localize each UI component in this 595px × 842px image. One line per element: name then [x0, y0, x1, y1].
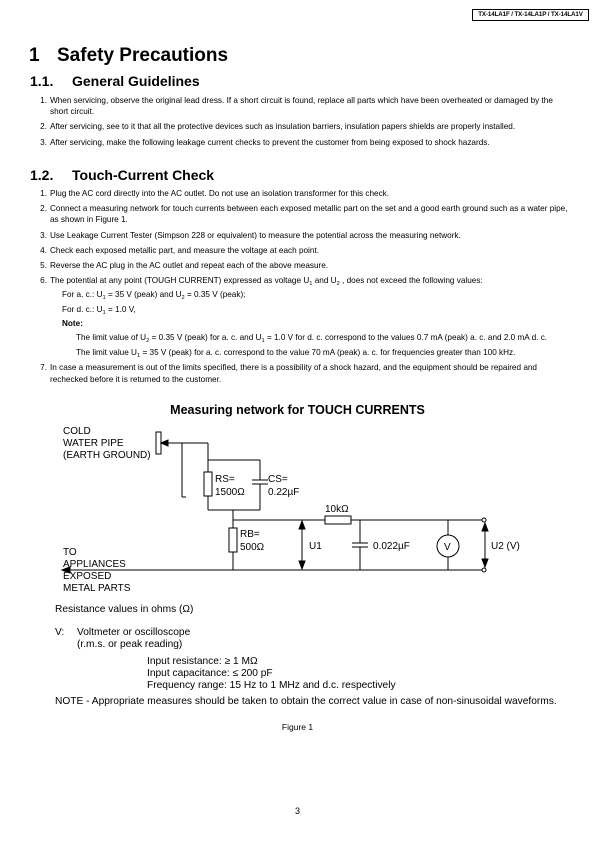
- v-line1: Voltmeter or oscilloscope: [77, 627, 191, 638]
- to-label: METAL PARTS: [63, 583, 131, 594]
- list-item: 6. The potential at any point (TOUGH CURRENT) expressed as voltage $U_1$ and $U_2$ , does not exceed the following values:: [40, 276, 483, 288]
- rs-value: 1500Ω: [215, 487, 245, 498]
- rb-resistor: [229, 528, 237, 552]
- note-paragraph: The limit value $U_1 = 35$ V (peak) for a. c. correspond to the value 70 mA (peak) a. c. for frequencies greater than 100 kHz.: [76, 348, 516, 360]
- touch-number: 1.2.: [30, 167, 54, 183]
- frequency-range: Frequency range: 15 Hz to 1 MHz and d.c. respectively: [147, 680, 396, 691]
- voltmeter-label: V: [444, 542, 451, 553]
- section-number: 1: [29, 45, 40, 66]
- note-label: Note:: [62, 318, 83, 328]
- c2-label: 0.022µF: [373, 541, 410, 552]
- touch-title: Touch-Current Check: [72, 167, 215, 183]
- figure-title: Measuring network for TOUCH CURRENTS: [170, 403, 425, 417]
- section-heading: [29, 45, 228, 67]
- rs-resistor: [204, 472, 212, 496]
- list-item: 7. In case a measurement is out of the limits specified, there is a possibility of a shock hazard, and the equipment should be repaired and rechecked before it is returned to the customer.: [40, 363, 537, 384]
- cold-label: (EARTH GROUND): [63, 450, 151, 461]
- section-title: Safety Precautions: [57, 45, 229, 66]
- list-item: 3. After servicing, make the following leakage current checks to prevent the customer from being exposed to shock hazards.: [40, 137, 490, 147]
- cs-label: CS=: [268, 474, 288, 485]
- to-label: EXPOSED: [63, 571, 112, 582]
- u1-label: U1: [309, 541, 322, 552]
- list-item: 1. When servicing, observe the original lead dress. If a short circuit is found, replace all parts which have been overheated or damaged by the short circuit.: [40, 96, 553, 117]
- general-list: [28, 95, 570, 148]
- list-item: 2. Connect a measuring network for touch currents between each exposed metallic part on the set and a good earth ground such as a water pipe, as shown in Figure 1.: [40, 204, 568, 225]
- general-number: 1.1.: [30, 73, 54, 89]
- resistance-note: Resistance values in ohms (Ω): [55, 604, 194, 615]
- ac-limit: For a. c.: $U_1 = 35$ V (peak) and $U_2 = 0.35$ V (peak);: [62, 290, 246, 302]
- figure-caption: Figure 1: [281, 722, 314, 732]
- r10k-label: 10kΩ: [325, 504, 349, 515]
- rb-label: RB=: [240, 529, 260, 540]
- cold-label: COLD: [63, 426, 91, 437]
- list-item: 5. Reverse the AC plug in the AC outlet and repeat each of the above measure.: [40, 261, 329, 271]
- cs-value: 0.22µF: [268, 487, 300, 498]
- note-paragraph: The limit value of $U_2 = 0.35$ V (peak) for a. c. and $U_1 = 1.0$ V for d. c. correspond to the values 0.7 mA (peak) a. c. and 2.0 mA d. c.: [76, 333, 548, 345]
- general-heading: [30, 73, 200, 89]
- to-label: TO: [63, 547, 77, 558]
- rs-label: RS=: [215, 474, 235, 485]
- input-capacitance: Input capacitance: ≤ 200 pF: [147, 668, 273, 679]
- input-resistance: Input resistance: ≥ 1 MΩ: [147, 656, 258, 667]
- u2-label: U2 (V): [491, 541, 520, 552]
- general-title: General Guidelines: [72, 73, 200, 89]
- list-item: 3. Use Leakage Current Tester (Simpson 228 or equivalent) to measure the potential across the measuring network.: [40, 230, 461, 240]
- to-label: APPLIANCES: [63, 559, 126, 570]
- touch-list: [28, 188, 570, 385]
- resistor-10k: [325, 516, 351, 524]
- list-item: 2. After servicing, see to it that all the protective devices such as insulation barriers, insulation papers shields are properly installed.: [40, 122, 516, 132]
- list-item: 1. Plug the AC cord directly into the AC outlet. Do not use an isolation transformer for this check.: [40, 189, 390, 198]
- v-line2: (r.m.s. or peak reading): [77, 639, 183, 650]
- rb-value: 500Ω: [240, 542, 265, 553]
- arrow-icon: [161, 440, 168, 446]
- note-nonsinusoidal: NOTE - Appropriate measures should be taken to obtain the correct value in case of non-sinusoidal waveforms.: [55, 696, 557, 707]
- terminal: [482, 568, 486, 572]
- list-item: 4. Check each exposed metallic part, and measure the voltage at each point.: [40, 245, 319, 255]
- touch-heading: [30, 167, 214, 183]
- model-header: TX-14LA1F / TX-14LA1P / TX-14LA1V: [472, 9, 589, 21]
- terminal: [482, 518, 486, 522]
- page-number: 3: [294, 806, 300, 816]
- v-label: V:: [55, 627, 65, 638]
- dc-limit: For d. c.: $U_1 = 1.0$ V,: [62, 304, 136, 316]
- cold-label: WATER PIPE: [63, 438, 124, 449]
- circuit-diagram: [0, 420, 595, 595]
